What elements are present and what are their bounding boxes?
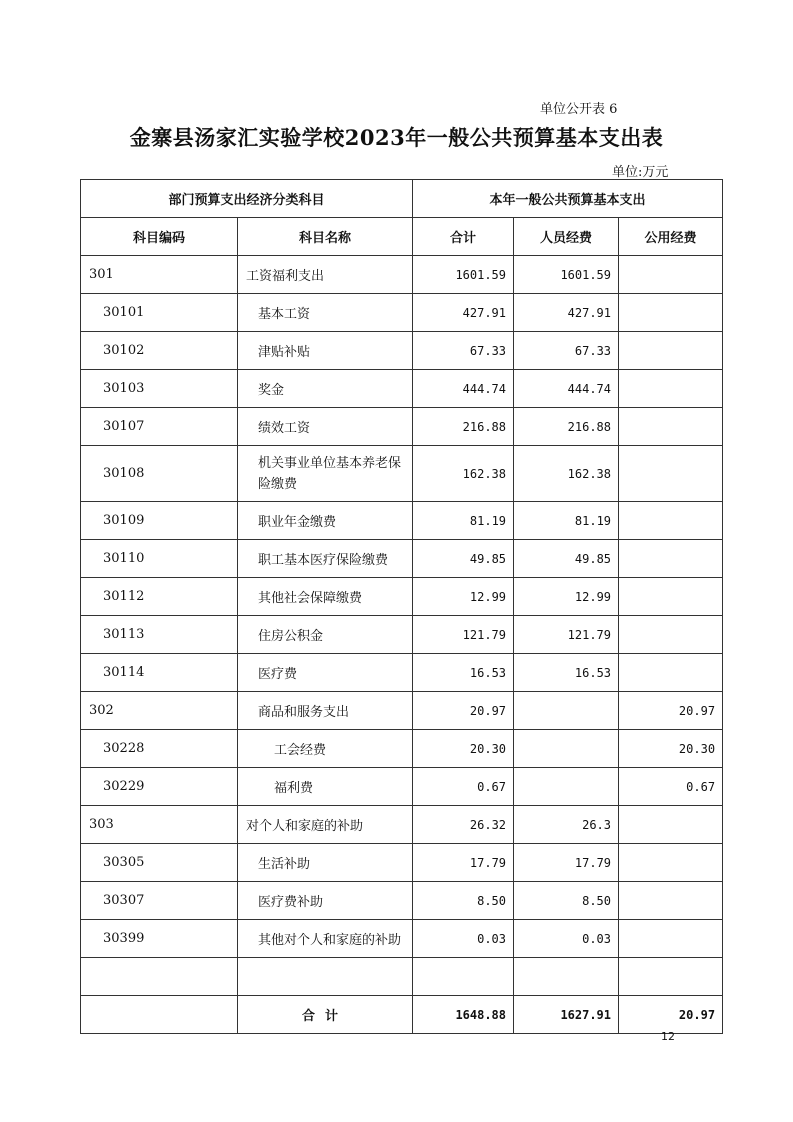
- cell-total: 81.19: [413, 502, 514, 540]
- cell-personnel: 121.79: [514, 616, 619, 654]
- cell-public: [619, 408, 723, 446]
- cell-name: 生活补助: [238, 844, 413, 882]
- cell-code: 302: [81, 692, 238, 730]
- page-title: 金寨县汤家汇实验学校2023年一般公共预算基本支出表: [129, 125, 664, 150]
- cell-public: 0.67: [619, 768, 723, 806]
- cell-personnel: 1601.59: [514, 256, 619, 294]
- table-row: [81, 654, 723, 692]
- cell-public: [619, 654, 723, 692]
- table-row: [81, 882, 723, 920]
- cell-code: 30109: [81, 502, 238, 540]
- cell-name: 职工基本医疗保险缴费: [238, 540, 413, 578]
- cell-public: [619, 882, 723, 920]
- cell-name: 其他社会保障缴费: [238, 578, 413, 616]
- table-row: [81, 408, 723, 446]
- cell-personnel: 216.88: [514, 408, 619, 446]
- cell-personnel: [514, 730, 619, 768]
- cell-name: 医疗费: [238, 654, 413, 692]
- cell-total: 17.79: [413, 844, 514, 882]
- cell-public: [619, 332, 723, 370]
- cell-public: [619, 844, 723, 882]
- table-row: [81, 446, 723, 502]
- cell-total: 20.97: [413, 692, 514, 730]
- cell-code: 30107: [81, 408, 238, 446]
- table-row: [81, 920, 723, 958]
- cell-code: 30307: [81, 882, 238, 920]
- cell-total: 216.88: [413, 408, 514, 446]
- cell-name: [238, 958, 413, 996]
- cell-name: 绩效工资: [238, 408, 413, 446]
- table-row: [81, 958, 723, 996]
- cell-code: 30102: [81, 332, 238, 370]
- table-row: [81, 768, 723, 806]
- cell-name: 福利费: [238, 768, 413, 806]
- cell-personnel: 17.79: [514, 844, 619, 882]
- table-row: [81, 806, 723, 844]
- table-row: [81, 540, 723, 578]
- header-personnel: 人员经费: [514, 218, 619, 256]
- header-total: 合计: [413, 218, 514, 256]
- cell-code: 30101: [81, 294, 238, 332]
- header-group-left: 部门预算支出经济分类科目: [81, 180, 413, 218]
- cell-total: 20.30: [413, 730, 514, 768]
- cell-personnel: 8.50: [514, 882, 619, 920]
- cell-personnel: [514, 692, 619, 730]
- cell-code: 30103: [81, 370, 238, 408]
- cell-public: [619, 446, 723, 502]
- page-number: 12: [661, 1030, 675, 1043]
- cell-personnel: 67.33: [514, 332, 619, 370]
- cell-total: 162.38: [413, 446, 514, 502]
- cell-code: 30228: [81, 730, 238, 768]
- cell-name: 住房公积金: [238, 616, 413, 654]
- cell-name: 工资福利支出: [238, 256, 413, 294]
- table-row: [81, 332, 723, 370]
- cell-personnel: [514, 768, 619, 806]
- cell-name: 机关事业单位基本养老保险缴费: [238, 446, 413, 502]
- cell-personnel: 427.91: [514, 294, 619, 332]
- cell-public: [619, 616, 723, 654]
- cell-code: 301: [81, 256, 238, 294]
- cell-personnel: 49.85: [514, 540, 619, 578]
- cell-public: [619, 540, 723, 578]
- form-number: 单位公开表 6: [540, 102, 618, 117]
- total-personnel: 1627.91: [514, 996, 619, 1034]
- header-row: [81, 218, 723, 256]
- header-name: 科目名称: [238, 218, 413, 256]
- cell-total: 1601.59: [413, 256, 514, 294]
- cell-code: 30114: [81, 654, 238, 692]
- cell-total: 12.99: [413, 578, 514, 616]
- table-row: [81, 730, 723, 768]
- cell-total: 0.67: [413, 768, 514, 806]
- table-row: [81, 502, 723, 540]
- cell-code: 303: [81, 806, 238, 844]
- table-row: [81, 294, 723, 332]
- cell-total: 67.33: [413, 332, 514, 370]
- cell-name: 工会经费: [238, 730, 413, 768]
- header-public: 公用经费: [619, 218, 723, 256]
- cell-personnel: 0.03: [514, 920, 619, 958]
- cell-public: [619, 578, 723, 616]
- cell-total: 121.79: [413, 616, 514, 654]
- cell-name: 医疗费补助: [238, 882, 413, 920]
- cell-name: 对个人和家庭的补助: [238, 806, 413, 844]
- cell-name: 基本工资: [238, 294, 413, 332]
- cell-total: 8.50: [413, 882, 514, 920]
- cell-code: [81, 958, 238, 996]
- cell-public: [619, 294, 723, 332]
- cell-personnel: 444.74: [514, 370, 619, 408]
- cell-total: [413, 958, 514, 996]
- cell-personnel: 162.38: [514, 446, 619, 502]
- cell-public: 20.30: [619, 730, 723, 768]
- cell-total: 26.32: [413, 806, 514, 844]
- cell-public: [619, 502, 723, 540]
- cell-code: 30399: [81, 920, 238, 958]
- total-label: 合计: [238, 996, 413, 1034]
- cell-code: 30108: [81, 446, 238, 502]
- table-row: [81, 256, 723, 294]
- cell-total: 444.74: [413, 370, 514, 408]
- header-group-right: 本年一般公共预算基本支出: [413, 180, 723, 218]
- cell-total: 427.91: [413, 294, 514, 332]
- cell-public: [619, 958, 723, 996]
- cell-personnel: 12.99: [514, 578, 619, 616]
- header-code: 科目编码: [81, 218, 238, 256]
- table-row: [81, 616, 723, 654]
- cell-personnel: 26.3: [514, 806, 619, 844]
- table-row: [81, 844, 723, 882]
- cell-name: 商品和服务支出: [238, 692, 413, 730]
- table-row: [81, 578, 723, 616]
- cell-public: 20.97: [619, 692, 723, 730]
- total-total: 1648.88: [413, 996, 514, 1034]
- cell-total: 49.85: [413, 540, 514, 578]
- cell-personnel: 81.19: [514, 502, 619, 540]
- cell-public: [619, 920, 723, 958]
- cell-name: 津贴补贴: [238, 332, 413, 370]
- table-row: [81, 370, 723, 408]
- total-row: [81, 996, 723, 1034]
- table-row: [81, 692, 723, 730]
- cell-code: 30110: [81, 540, 238, 578]
- total-code-cell: [81, 996, 238, 1034]
- cell-total: 16.53: [413, 654, 514, 692]
- header-group-row: [81, 180, 723, 218]
- cell-name: 职业年金缴费: [238, 502, 413, 540]
- cell-name: 其他对个人和家庭的补助: [238, 920, 413, 958]
- cell-code: 30113: [81, 616, 238, 654]
- cell-code: 30229: [81, 768, 238, 806]
- budget-table: [80, 179, 723, 1034]
- total-public: 20.97: [619, 996, 723, 1034]
- cell-code: 30305: [81, 844, 238, 882]
- cell-public: [619, 370, 723, 408]
- cell-name: 奖金: [238, 370, 413, 408]
- cell-total: 0.03: [413, 920, 514, 958]
- cell-personnel: [514, 958, 619, 996]
- cell-personnel: 16.53: [514, 654, 619, 692]
- unit-label: 单位:万元: [612, 165, 669, 180]
- cell-code: 30112: [81, 578, 238, 616]
- cell-public: [619, 256, 723, 294]
- cell-public: [619, 806, 723, 844]
